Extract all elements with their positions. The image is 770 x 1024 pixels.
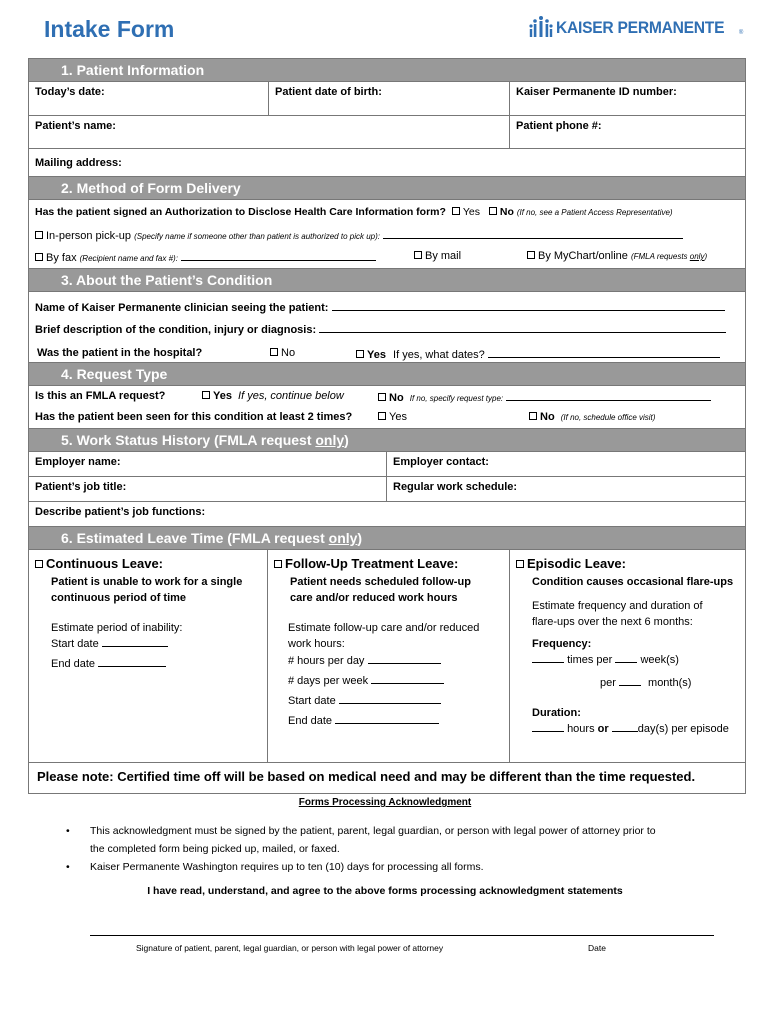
fax-checkbox[interactable] (35, 253, 43, 261)
followup-start-line[interactable] (339, 693, 441, 704)
mailing-address-field[interactable]: Mailing address: (35, 157, 122, 169)
followup-start-label: Start date (288, 695, 336, 707)
logo-text: KAISER PERMANENTE (556, 18, 725, 37)
authorization-question: Has the patient signed an Authorization to Disclose Health Care Information form? (35, 206, 446, 218)
signature-label: Signature of patient, parent, legal guardian, or person with legal power of attorney (136, 943, 444, 953)
work-schedule-field[interactable]: Regular work schedule: (393, 481, 518, 493)
kaiser-logo (528, 14, 743, 42)
followup-hours-line[interactable] (368, 653, 441, 664)
duration-label: Duration: (532, 707, 581, 719)
agreement-statement: I have read, understand, and agree to the above forms processing acknowledgment statements (147, 885, 623, 897)
followup-end-line[interactable] (335, 713, 439, 724)
fmla-no-note: If no, specify request type: (409, 394, 504, 403)
continuous-start-label: Start date (51, 638, 99, 650)
continuous-sub1: Patient is unable to work for a single (51, 576, 243, 588)
patient-name-field[interactable]: Patient’s name: (29, 116, 510, 148)
section-estimated-leave: 6. Estimated Leave Time (FMLA request only) (29, 527, 745, 550)
followup-sub1: Patient needs scheduled follow-up (290, 576, 471, 588)
list-item: • This acknowledgment must be signed by the patient, parent, legal guardian, or person with legal power of attorney prior to the completed form being picked up, mailed, or faxed. (66, 822, 736, 858)
hospital-dates-line[interactable] (488, 347, 720, 358)
description-label: Brief description of the condition, injury or diagnosis: (35, 324, 317, 336)
continuous-start-line[interactable] (102, 636, 168, 647)
clinician-label: Name of Kaiser Permanente clinician seeing the patient: (35, 302, 329, 314)
continuous-end-line[interactable] (98, 656, 166, 667)
followup-estimate1: Estimate follow-up care and/or reduced (288, 622, 480, 634)
hospital-no-label: No (281, 347, 296, 359)
logo-mark: ® (738, 30, 744, 36)
acknowledgment-title: Forms Processing Acknowledgment (298, 797, 472, 808)
frequency-months-line[interactable] (619, 675, 641, 686)
kaiser-logo-icon (528, 15, 554, 41)
duration-or-label: or (597, 723, 609, 735)
kp-id-field[interactable]: Kaiser Permanente ID number: (516, 86, 677, 98)
description-line[interactable] (319, 322, 726, 333)
section-work-status: 5. Work Status History (FMLA request only) (29, 429, 745, 452)
job-title-field[interactable]: Patient’s job title: (29, 477, 387, 501)
mail-checkbox[interactable] (414, 251, 422, 259)
fax-recipient-line[interactable] (181, 250, 376, 261)
fmla-yes-checkbox[interactable] (202, 391, 210, 399)
please-note: Please note: Certified time off will be based on medical need and may be different than the time requested. (37, 769, 696, 784)
fmla-no-label: No (389, 392, 404, 404)
hospital-question: Was the patient in the hospital? (37, 347, 203, 359)
date-label: Date (588, 943, 606, 953)
job-functions-field[interactable]: Describe patient’s job functions: (35, 506, 206, 518)
mychart-label: By MyChart/online (538, 250, 628, 262)
fmla-question: Is this an FMLA request? (35, 390, 166, 402)
section-form-delivery: 2. Method of Form Delivery (29, 177, 745, 200)
section-request-type: 4. Request Type (29, 363, 745, 386)
duration-hours-label: hours (567, 723, 595, 735)
auth-no-checkbox[interactable] (489, 207, 497, 215)
fax-note: (Recipient name and fax #): (79, 254, 178, 263)
episodic-leave-column (510, 550, 745, 762)
followup-days-label: # days per week (288, 675, 369, 687)
frequency-times-line[interactable] (532, 652, 564, 663)
followup-leave-column (268, 550, 510, 762)
followup-estimate2: work hours: (288, 638, 345, 650)
inperson-label: In-person pick-up (46, 230, 131, 242)
seen-yes-label: Yes (389, 411, 407, 423)
episodic-estimate2: flare-ups over the next 6 months: (532, 616, 693, 628)
followup-days-line[interactable] (371, 673, 444, 684)
auth-yes-label: Yes (462, 206, 480, 218)
request-type-line[interactable] (506, 390, 711, 401)
continuous-end-label: End date (51, 658, 96, 670)
per-label: per (600, 677, 616, 689)
mychart-checkbox[interactable] (527, 251, 535, 259)
hospital-dates-label: If yes, what dates? (393, 349, 485, 361)
seen-question: Has the patient been seen for this condition at least 2 times? (35, 411, 353, 423)
followup-leave-title: Follow-Up Treatment Leave: (285, 556, 459, 571)
continuous-leave-checkbox[interactable] (35, 560, 43, 568)
hospital-no-checkbox[interactable] (270, 348, 278, 356)
signature-line[interactable] (90, 935, 714, 936)
months-label: month(s) (648, 677, 692, 689)
continuous-leave-title: Continuous Leave: (46, 556, 164, 571)
continuous-estimate: Estimate period of inability: (51, 622, 183, 634)
employer-name-field[interactable]: Employer name: (29, 452, 387, 476)
fmla-yes-note: If yes, continue below (238, 390, 344, 402)
inperson-checkbox[interactable] (35, 231, 43, 239)
duration-days-line[interactable] (612, 721, 638, 732)
inperson-name-line[interactable] (383, 228, 683, 239)
section-patient-information: 1. Patient Information (29, 59, 745, 82)
mail-label: By mail (425, 250, 462, 262)
weeks-label: week(s) (640, 654, 679, 666)
episodic-leave-title: Episodic Leave: (527, 556, 626, 571)
auth-no-label: No (499, 206, 514, 218)
section-patient-condition: 3. About the Patient’s Condition (29, 269, 745, 292)
continuous-leave-column (29, 550, 268, 762)
intake-form: 1. Patient Information Today’s date: Patient date of birth: Kaiser Permanente ID number: Patient’s name: Patient phone #: Mailing address: 2. Method of Form Delivery Has the patient signed an Authorization to Disclose Health Care Information form? Yes No (If no, see a Patient Access Representative) In-person pick-up (Specify name if someone other than patient is authorized to pick up): By fax (Recipient name and fax #): By mail By MyChart/online (FMLA requests only) 3. About the Patient’s Condition Name of Kaiser Permanente clinician seeing the patient: Brief description of the condition, injury or diagnosis: Was the patient in the hospital? No Yes If yes, what dates? 4. Request Type Is this an FMLA request? Yes If yes, continue below No If no, specify request type: Has the patient been seen for this condition at least 2 times? Yes No (If no, schedule office visit) 5. Work Status History (FMLA request only) Employer name: Employer contact: Patient’s job title: Regular work schedule: Describe patient’s job functions: 6. Estimated Leave Time (FMLA request only) Continuous Leave: Patient is unable to work for a single continuous period of time Estimate period of inability: Start date End date Follow-Up Treatment Leave: Patient needs scheduled follow-up care and/or reduced work hours Estimate follow-up care and/or reduced work hours: # hours per day # days per week Start date End date Episodic Leave: Condition causes occasional flare-ups Estimate frequency and duration of flare-ups over the next 6 months: Frequency: times per week(s) per month(s) Duration: hours or day(s) per episode Please note: Certified time off will be based on medical need and may be different than the time requested. (28, 58, 746, 794)
followup-end-label: End date (288, 715, 333, 727)
continuous-sub2: continuous period of time (51, 592, 187, 604)
seen-no-note: (If no, schedule office visit) (560, 413, 656, 422)
patient-phone-field[interactable]: Patient phone #: (516, 120, 602, 132)
todays-date-field[interactable]: Today’s date: (29, 82, 269, 115)
frequency-weeks-line[interactable] (615, 652, 637, 663)
auth-yes-checkbox[interactable] (452, 207, 460, 215)
inperson-note: (Specify name if someone other than patient is authorized to pick up): (134, 232, 380, 241)
list-item: • Kaiser Permanente Washington requires up to ten (10) days for processing all forms. (66, 858, 736, 876)
duration-hours-line[interactable] (532, 721, 564, 732)
employer-contact-field[interactable]: Employer contact: (393, 456, 489, 468)
auth-no-note: (If no, see a Patient Access Representative) (516, 208, 673, 217)
fmla-yes-label: Yes (213, 390, 232, 402)
seen-no-label: No (540, 411, 555, 423)
fax-label: By fax (46, 252, 77, 264)
acknowledgment-list (66, 822, 736, 876)
clinician-line[interactable] (332, 300, 725, 311)
followup-leave-checkbox[interactable] (274, 560, 282, 568)
times-per-label: times per (567, 654, 613, 666)
duration-days-label: day(s) per episode (637, 723, 729, 735)
dob-field[interactable]: Patient date of birth: (269, 82, 510, 115)
fmla-no-checkbox[interactable] (378, 393, 386, 401)
followup-sub2: care and/or reduced work hours (290, 592, 458, 604)
seen-no-checkbox[interactable] (529, 412, 537, 420)
hospital-yes-checkbox[interactable] (356, 350, 364, 358)
seen-yes-checkbox[interactable] (378, 412, 386, 420)
episodic-leave-checkbox[interactable] (516, 560, 524, 568)
frequency-label: Frequency: (532, 638, 592, 650)
page-title: Intake Form (44, 16, 175, 42)
episodic-estimate1: Estimate frequency and duration of (532, 600, 703, 612)
followup-hours-label: # hours per day (288, 655, 365, 667)
episodic-sub1: Condition causes occasional flare-ups (532, 576, 734, 588)
hospital-yes-label: Yes (367, 349, 386, 361)
